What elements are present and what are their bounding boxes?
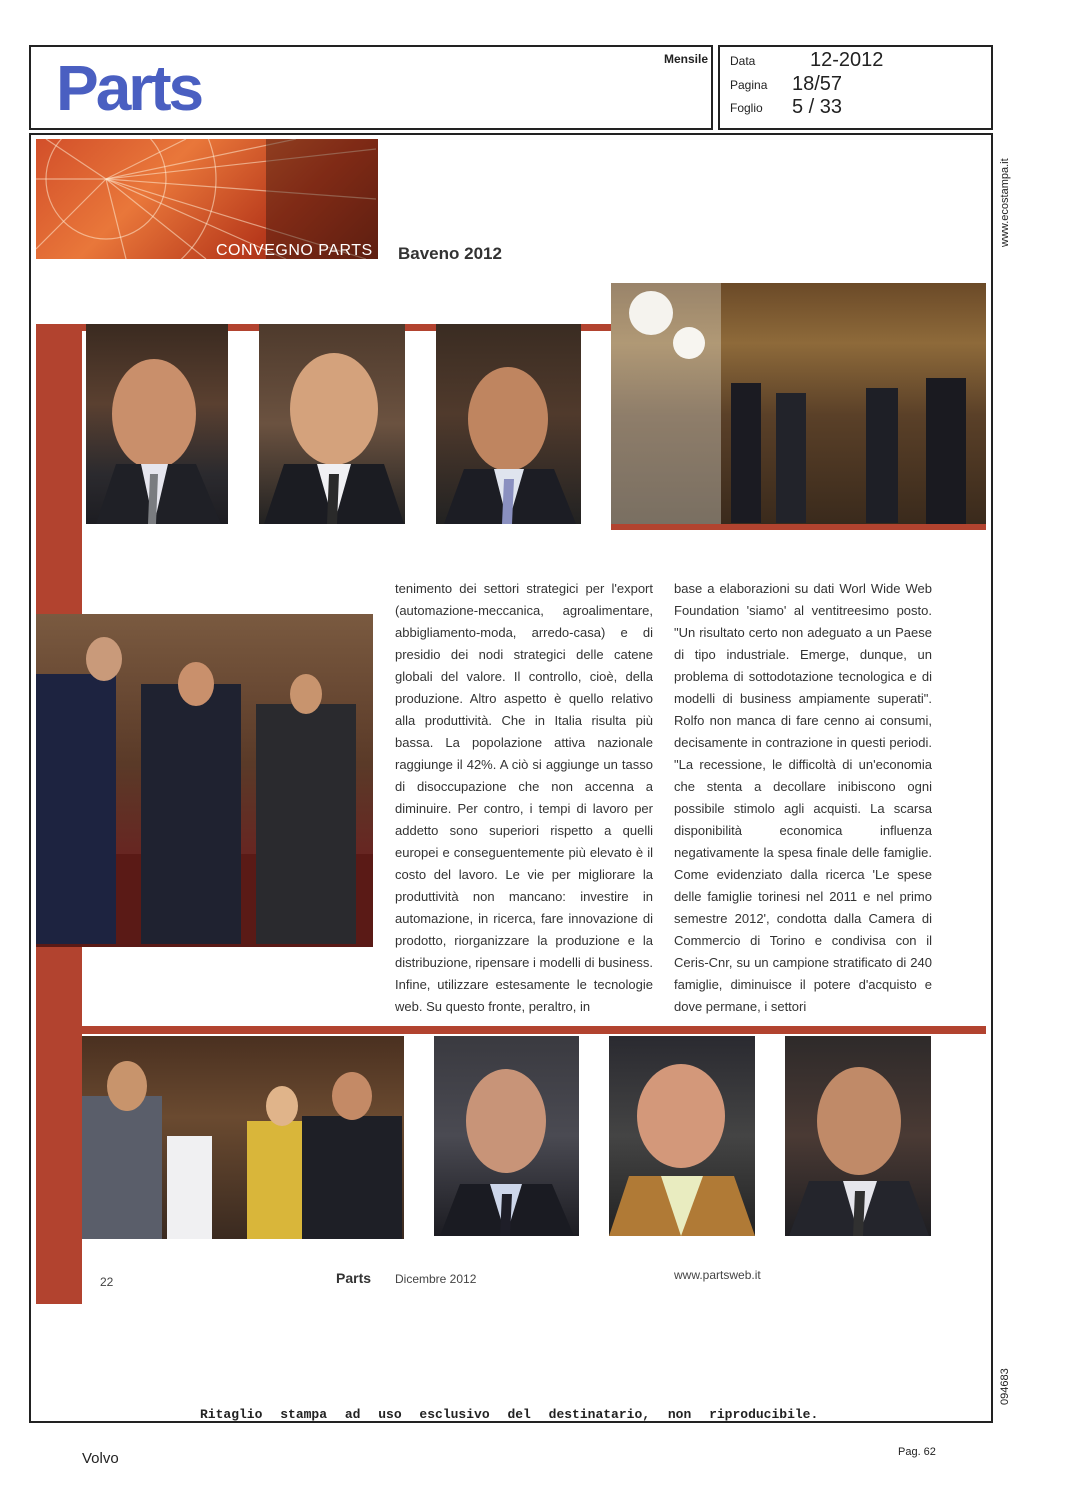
portrait-photo-2	[259, 324, 405, 524]
portrait-photo-4	[434, 1036, 579, 1236]
article-footer-brand: Parts	[336, 1270, 372, 1286]
section-label: CONVEGNO PARTS	[216, 242, 373, 259]
periodicity-label: Mensile	[664, 52, 709, 66]
clipping-notice: Ritaglio stampa ad uso esclusivo del destinatario, non riproducibile.	[200, 1407, 819, 1422]
article-column-right: base a elaborazioni su dati Worl Wide Web Foundation 'siamo' al ventitreesimo posto. "Un risultato certo non adeguato a un Paese di tipo industriale. Emerge, dunque, un problema di sottodotazione tecnologica e di modelli di business ampiamente superati". Rolfo non manca di fare cenno ai consumi, decisamente in contrazione in questi periodi. "La recessione, le difficoltà di un'economia che stenta a decollare inibiscono ogni possibile stimolo agli acquisti. La scarsa disponibilità economica influenza negativamente la spesa finale delle famiglie. Come evidenziato dalla ricerca 'Le spese delle famiglie torinesi nel 2011 e nel primo semestre 2012', condotta dalla Camera di Commercio di Torino e condivisa con il Ceris-Cnr, su un campione stratificato di 240 famiglie, diminuisce il potere d'acquisto e dove permane, i settori	[674, 581, 932, 1014]
portrait-photo-1	[86, 324, 228, 524]
page-indicator: Pag. 62	[898, 1446, 936, 1458]
article-footer-date: Dicembre 2012	[395, 1272, 477, 1286]
article-subtitle: Baveno 2012	[398, 244, 502, 263]
article-page-number: 22	[100, 1275, 114, 1289]
meta-sheet-value: 5 / 33	[792, 96, 843, 118]
meta-date-value: 12-2012	[810, 49, 884, 71]
parts-logo: Parts	[56, 52, 202, 124]
meta-page-label: Pagina	[730, 78, 768, 92]
client-name: Volvo	[82, 1450, 119, 1467]
red-strip-photo-base	[611, 524, 986, 530]
portrait-photo-5	[609, 1036, 755, 1236]
meta-date-label: Data	[730, 54, 756, 68]
meta-page-value: 18/57	[792, 73, 843, 95]
group-photo	[82, 1036, 404, 1239]
staircase-photo	[36, 614, 373, 947]
meta-sheet-label: Foglio	[730, 101, 763, 115]
side-site-text: www.ecostampa.it	[999, 158, 1011, 247]
portrait-photo-3	[436, 324, 581, 524]
red-strip-mid	[36, 1026, 986, 1034]
hall-photo	[611, 283, 986, 524]
sunburst-graphic	[36, 139, 378, 259]
section-banner	[36, 139, 378, 259]
portrait-photo-6	[785, 1036, 931, 1236]
side-code-text: 094683	[999, 1368, 1011, 1405]
article-column-left: tenimento dei settori strategici per l'export (automazione-meccanica, agroalimentare, abbigliamento-moda, arredo-casa) e di presidio dei nodi strategici delle catene globali del valore. Il controllo, cioè, della produzione. Altro aspetto è quello relativo alla produttività. Che in Italia risulta più bassa. La popolazione attiva nazionale raggiunge il 42%. A ciò si aggiunge un tasso di disoccupazione che non accenna a diminuire. Per contro, i tempi di lavoro per addetto sono superiori rispetto a quelli europei e conseguentemente più elevato è il costo del lavoro. Le vie per migliorare la produttività non mancano: investire in automazione, in ricerca, fare innovazione di prodotto, riorganizzare la produzione e la distribuzione, ripensare i modelli di business. Infine, utilizzare estesamente le tecnologie web. Su questo fronte, peraltro, in	[395, 581, 653, 1014]
article-footer-url: www.partsweb.it	[674, 1268, 761, 1282]
